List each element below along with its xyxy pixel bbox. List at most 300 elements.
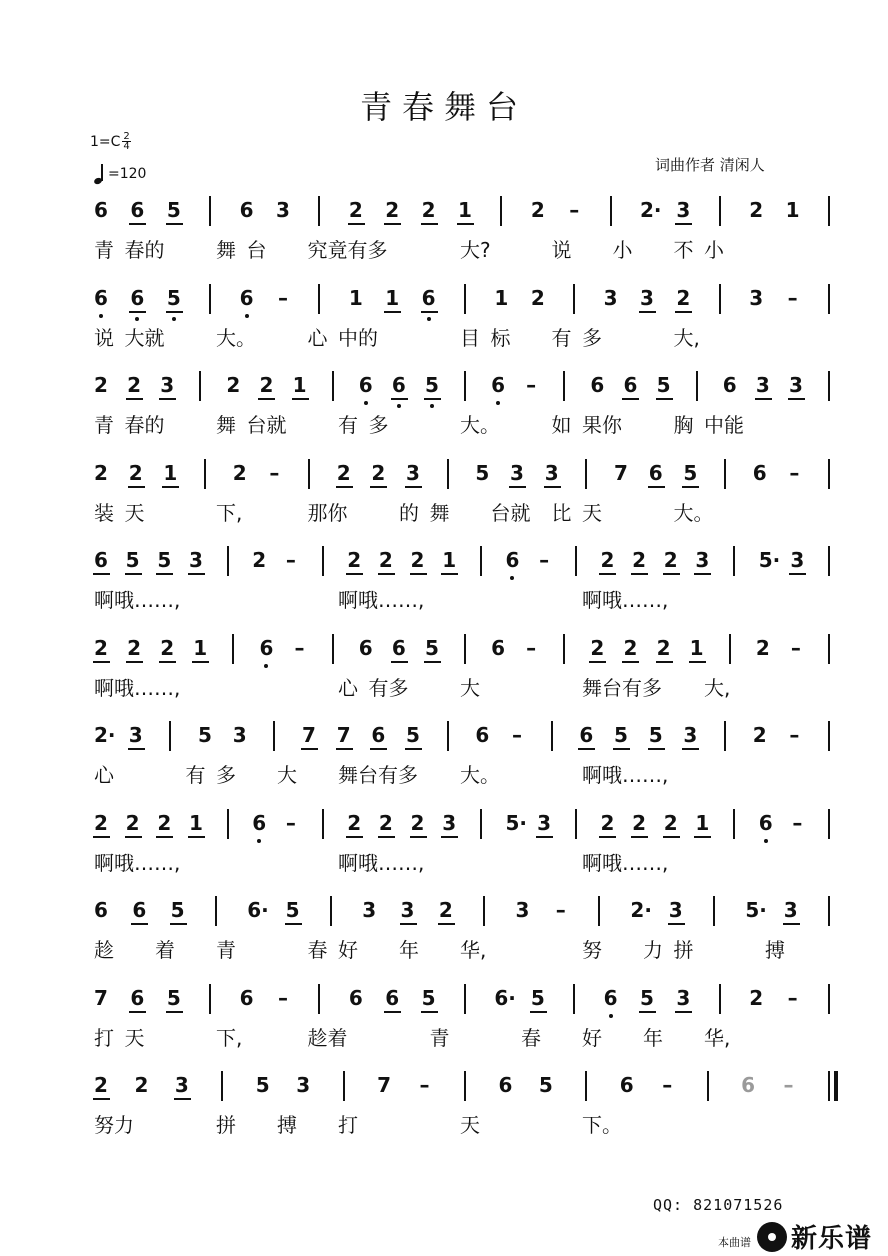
note: – [539, 548, 550, 572]
note: 3 [683, 723, 698, 747]
lyric: 华, [704, 1025, 731, 1050]
lyric: 有 [185, 763, 206, 787]
note-underline [410, 836, 427, 838]
note: 3 [755, 373, 770, 397]
note: 6 [252, 810, 267, 835]
note: 2 [438, 898, 453, 922]
lyric: 大? [460, 238, 491, 262]
note: 2 [134, 1073, 149, 1097]
note: 2 [157, 810, 172, 835]
note: 1 [188, 810, 203, 835]
lyric: 大 [277, 763, 297, 787]
barline [464, 371, 466, 401]
note: 5 [125, 548, 140, 572]
note: 6 [579, 723, 594, 747]
lyric: 啊哦……, [582, 588, 669, 612]
barline [551, 721, 553, 751]
lyric: 华, [460, 938, 487, 962]
lyric: 啊哦……, [582, 850, 669, 875]
note-underline [400, 923, 417, 925]
note-underline [128, 748, 145, 750]
lyric: 舞 [429, 500, 450, 525]
lyric: 有多 [368, 675, 409, 700]
note: 2 [371, 460, 386, 485]
record-disc-icon [757, 1222, 787, 1252]
note: – [278, 985, 288, 1010]
lyric: 青 [94, 413, 114, 437]
note: 3 [174, 1073, 189, 1097]
lyric: 大。 [216, 325, 256, 350]
lyric: 大。 [673, 500, 714, 525]
note: 6 [385, 985, 400, 1010]
note: 5 [538, 1073, 553, 1097]
note: – [792, 810, 803, 835]
note-underline [438, 923, 455, 925]
note-underline [656, 661, 673, 663]
note: 6 [491, 635, 506, 660]
note: 2 [752, 723, 767, 747]
barline [713, 896, 715, 926]
note: 6 [371, 723, 386, 747]
note: 5 [614, 723, 628, 747]
note-underline [622, 661, 639, 663]
note: 3 [188, 548, 203, 572]
low-octave-dot [257, 839, 261, 843]
lyric: 打 [338, 1113, 358, 1137]
note: 2 [94, 635, 108, 660]
lyric: 的 [399, 500, 419, 525]
lyric: 青 [216, 938, 236, 962]
note-underline [544, 486, 561, 488]
note: 2 [749, 198, 764, 222]
barline [330, 896, 332, 926]
note: 6 [358, 635, 373, 660]
note-underline [129, 311, 146, 313]
note-underline [424, 661, 441, 663]
lyric: 装 [94, 500, 114, 525]
note-underline [405, 486, 422, 488]
barline [447, 721, 449, 751]
note: 3 [276, 198, 290, 222]
lyric: 拼 [673, 938, 694, 962]
note-underline [93, 661, 110, 663]
note-underline [156, 836, 173, 838]
lyric: 多 [582, 325, 602, 350]
note-underline [421, 223, 438, 225]
note: 3 [676, 198, 691, 222]
note-underline [384, 1011, 401, 1013]
note-underline [378, 836, 395, 838]
note: 3 [160, 373, 175, 397]
note: 3 [232, 723, 247, 747]
note: 6 [421, 285, 436, 310]
note: 3 [603, 285, 618, 310]
final-barline [834, 1071, 838, 1101]
note: 2 [378, 548, 393, 572]
note: 5· [758, 548, 781, 572]
lyric: 中能 [704, 413, 744, 437]
barline [204, 459, 206, 489]
note-underline [129, 1011, 146, 1013]
note: 2 [385, 198, 400, 222]
note: 3 [790, 548, 805, 572]
lyric: 啊哦……, [582, 763, 669, 787]
lyric: 好 [338, 938, 358, 962]
note: 6 [623, 373, 638, 397]
note: 3 [537, 810, 552, 835]
note: 3 [788, 373, 803, 397]
lyric: 青 [94, 238, 114, 262]
lyric: 大 [460, 675, 480, 700]
barline [585, 459, 587, 489]
note: 3 [544, 460, 559, 485]
note-underline [424, 398, 441, 400]
note-underline [166, 1011, 183, 1013]
note: 1 [689, 635, 704, 660]
footer-small-text: 本曲谱 [718, 1235, 751, 1249]
barline [719, 284, 721, 314]
note-underline [125, 836, 142, 838]
lyric: 那你 [307, 500, 348, 525]
barline [707, 1071, 709, 1101]
note: 3 [442, 810, 457, 835]
note-underline [370, 748, 387, 750]
lyric: 春 [307, 938, 328, 962]
note-underline [405, 748, 422, 750]
lyric: 趁 [94, 938, 114, 962]
note-underline [421, 1011, 438, 1013]
note-underline [188, 836, 205, 838]
note: 3 [406, 460, 420, 485]
low-octave-dot [764, 839, 768, 843]
note: 6 [130, 985, 145, 1010]
note: 6 [94, 198, 108, 222]
note: 2 [94, 810, 108, 835]
note: 2 [749, 985, 764, 1010]
lyric: 年 [643, 1025, 663, 1050]
note-underline [258, 398, 275, 400]
lyric: 目 [460, 325, 480, 350]
lyric: 舞台有多 [582, 675, 662, 700]
note-underline [783, 923, 800, 925]
note: 2 [656, 635, 671, 660]
barline [209, 196, 211, 226]
note: 6 [94, 285, 108, 310]
barline [308, 459, 310, 489]
note: – [789, 723, 800, 747]
note: – [569, 198, 580, 222]
note: 2 [600, 548, 615, 572]
lyric: 比 [551, 500, 572, 525]
lyric: 啊哦……, [94, 588, 181, 612]
barline [828, 984, 830, 1014]
note: – [662, 1073, 673, 1097]
note: 2 [348, 198, 363, 222]
note-underline [755, 398, 772, 400]
lyric: 心 [307, 325, 328, 350]
lyric: 啊哦……, [94, 675, 181, 700]
note-underline [170, 923, 187, 925]
note-underline [162, 486, 179, 488]
barline [199, 371, 201, 401]
note: 3 [749, 285, 764, 310]
lyric: 舞 [216, 238, 236, 262]
note: – [787, 985, 798, 1010]
note-underline [578, 748, 595, 750]
barline [828, 721, 830, 751]
lyric: 大。 [460, 763, 500, 787]
note: 2 [410, 548, 425, 572]
note-underline [93, 836, 110, 838]
note-underline [530, 1011, 547, 1013]
note-underline [788, 398, 805, 400]
note-underline [131, 923, 148, 925]
note-underline [631, 573, 648, 575]
note: 5 [198, 723, 212, 747]
note: – [526, 635, 537, 660]
note: – [285, 810, 296, 835]
note: 2 [632, 548, 647, 572]
note-underline [675, 311, 692, 313]
note: 2 [623, 635, 638, 660]
note-underline [346, 836, 363, 838]
note: – [278, 285, 288, 310]
lyric: 努力 [94, 1113, 134, 1137]
note: 3 [510, 460, 524, 485]
barline [500, 196, 502, 226]
note: 6 [391, 635, 406, 660]
barline [610, 196, 612, 226]
note-underline [648, 748, 665, 750]
barline [733, 809, 735, 839]
low-octave-dot [609, 1014, 613, 1018]
note: – [512, 723, 522, 747]
barline [719, 984, 721, 1014]
barline [169, 721, 171, 751]
barline [464, 284, 466, 314]
note: 7 [377, 1073, 392, 1097]
note: 6 [752, 460, 767, 485]
note: 1 [193, 635, 208, 660]
lyric: 天 [460, 1113, 480, 1137]
barline [828, 809, 830, 839]
note: 3 [640, 285, 654, 310]
low-octave-dot [397, 404, 401, 408]
barline [215, 896, 217, 926]
low-octave-dot [264, 664, 268, 668]
note-underline [675, 223, 692, 225]
barline [828, 1071, 830, 1101]
note: 6 [619, 1073, 634, 1097]
note: 2 [410, 810, 425, 835]
note: 1 [785, 198, 800, 222]
note: 5 [406, 723, 420, 747]
note-underline [675, 1011, 692, 1013]
note: 6 [239, 285, 254, 310]
note: 2 [600, 810, 615, 835]
note: 6 [130, 198, 145, 222]
lyric: 舞 [216, 413, 236, 437]
lyric: 春的 [124, 238, 165, 262]
note: 5 [285, 898, 300, 922]
barline [464, 1071, 466, 1101]
note: 7 [94, 985, 108, 1010]
note: 7 [302, 723, 316, 747]
note-underline [346, 573, 363, 575]
lyric: 搏 [765, 938, 785, 962]
lyric: 力 [643, 938, 663, 962]
note-underline [694, 573, 711, 575]
barline [322, 546, 324, 576]
lyric: 大, [673, 325, 700, 350]
note: 6 [94, 548, 108, 572]
lyric: 多 [216, 763, 236, 787]
lyric: 下, [216, 500, 243, 525]
note: – [269, 460, 280, 485]
author-credit: 词曲作者 清闲人 [655, 156, 765, 174]
qq-contact: QQ: 821071526 [653, 1196, 784, 1214]
key-label: 1=C [90, 133, 121, 150]
barline [483, 896, 485, 926]
note-underline [166, 311, 183, 313]
lyric: 胸 [673, 413, 694, 437]
note: 3 [296, 1073, 311, 1097]
note: 2 [128, 460, 143, 485]
barline [585, 1071, 587, 1101]
low-octave-dot [135, 317, 139, 321]
note-underline [93, 573, 110, 575]
note-underline [128, 486, 145, 488]
barline [575, 809, 577, 839]
barline [733, 546, 735, 576]
note-underline [656, 398, 673, 400]
barline [724, 721, 726, 751]
note: 6· [494, 985, 516, 1010]
note: 7 [614, 460, 628, 485]
lyric: 台就 [246, 413, 287, 437]
low-octave-dot [510, 576, 514, 580]
note-underline [129, 223, 146, 225]
lyric: 啊哦……, [338, 588, 425, 612]
note-underline [174, 1098, 191, 1100]
barline [332, 634, 334, 664]
lyric: 天 [582, 500, 602, 525]
note: 1 [494, 285, 509, 310]
lyric: 说 [551, 238, 572, 262]
note: 1 [385, 285, 400, 310]
low-octave-dot [245, 314, 249, 318]
low-octave-dot [364, 401, 368, 405]
barline [575, 546, 577, 576]
barline [563, 371, 565, 401]
note: 1 [163, 460, 178, 485]
barline [209, 284, 211, 314]
note: 2 [94, 460, 108, 485]
lyric: 大, [704, 675, 731, 700]
note-underline [93, 1098, 110, 1100]
note: 2 [530, 285, 545, 310]
lyric: 心 [94, 763, 114, 787]
note-underline [663, 573, 680, 575]
note: 1 [348, 285, 363, 310]
note: 3 [400, 898, 415, 922]
lyric: 搏 [277, 1113, 297, 1137]
barline [318, 284, 320, 314]
time-numerator: 2 [123, 131, 130, 142]
note: 6 [603, 985, 618, 1010]
lyric: 说 [94, 325, 114, 350]
note: 5 [683, 460, 698, 485]
lyric: 小 [612, 238, 633, 262]
note: 5 [424, 373, 439, 397]
footer-brand: 新乐谱 [791, 1224, 873, 1254]
note-underline [348, 223, 365, 225]
note-underline [384, 311, 401, 313]
note-underline [682, 486, 699, 488]
barline [719, 196, 721, 226]
note: 6 [132, 898, 147, 922]
note: – [419, 1073, 430, 1097]
note: 6 [722, 373, 737, 397]
note: 2 [347, 810, 362, 835]
lyric: 着 [155, 938, 175, 962]
note: 6 [239, 985, 254, 1010]
note-underline [421, 311, 438, 313]
note: 6 [648, 460, 663, 485]
lyric: 标 [490, 325, 511, 350]
barline [828, 634, 830, 664]
lyric: 春 [521, 1025, 541, 1050]
note: – [783, 1073, 794, 1097]
note: 3 [783, 898, 798, 922]
barline [480, 546, 482, 576]
lyric: 啊哦……, [338, 850, 425, 875]
note: 2· [630, 898, 652, 922]
note: 2 [530, 198, 545, 222]
note-underline [159, 398, 176, 400]
note: 6 [239, 198, 254, 222]
lyric: 多 [368, 413, 389, 437]
note: – [526, 373, 537, 397]
barline [828, 284, 830, 314]
barline [209, 984, 211, 1014]
note: 6 [491, 373, 506, 397]
note: 6 [505, 548, 520, 572]
note: 5 [530, 985, 545, 1010]
note-underline [639, 1011, 656, 1013]
note: 6· [247, 898, 269, 922]
note: 2 [755, 635, 770, 660]
note-underline [668, 923, 685, 925]
note: 5· [505, 810, 527, 835]
note: 3 [515, 898, 530, 922]
note: 2 [252, 548, 267, 572]
barline [828, 896, 830, 926]
note-underline [126, 398, 143, 400]
barline [343, 1071, 345, 1101]
barline [828, 546, 830, 576]
note-underline [336, 748, 353, 750]
note-underline [648, 486, 665, 488]
note: 2 [94, 1073, 108, 1097]
note-underline [370, 486, 387, 488]
note-underline [789, 573, 806, 575]
lyric: 青 [429, 1025, 450, 1050]
barline [273, 721, 275, 751]
lyric: 啊哦……, [94, 850, 181, 875]
lyric: 天 [124, 500, 145, 525]
note-underline [378, 573, 395, 575]
